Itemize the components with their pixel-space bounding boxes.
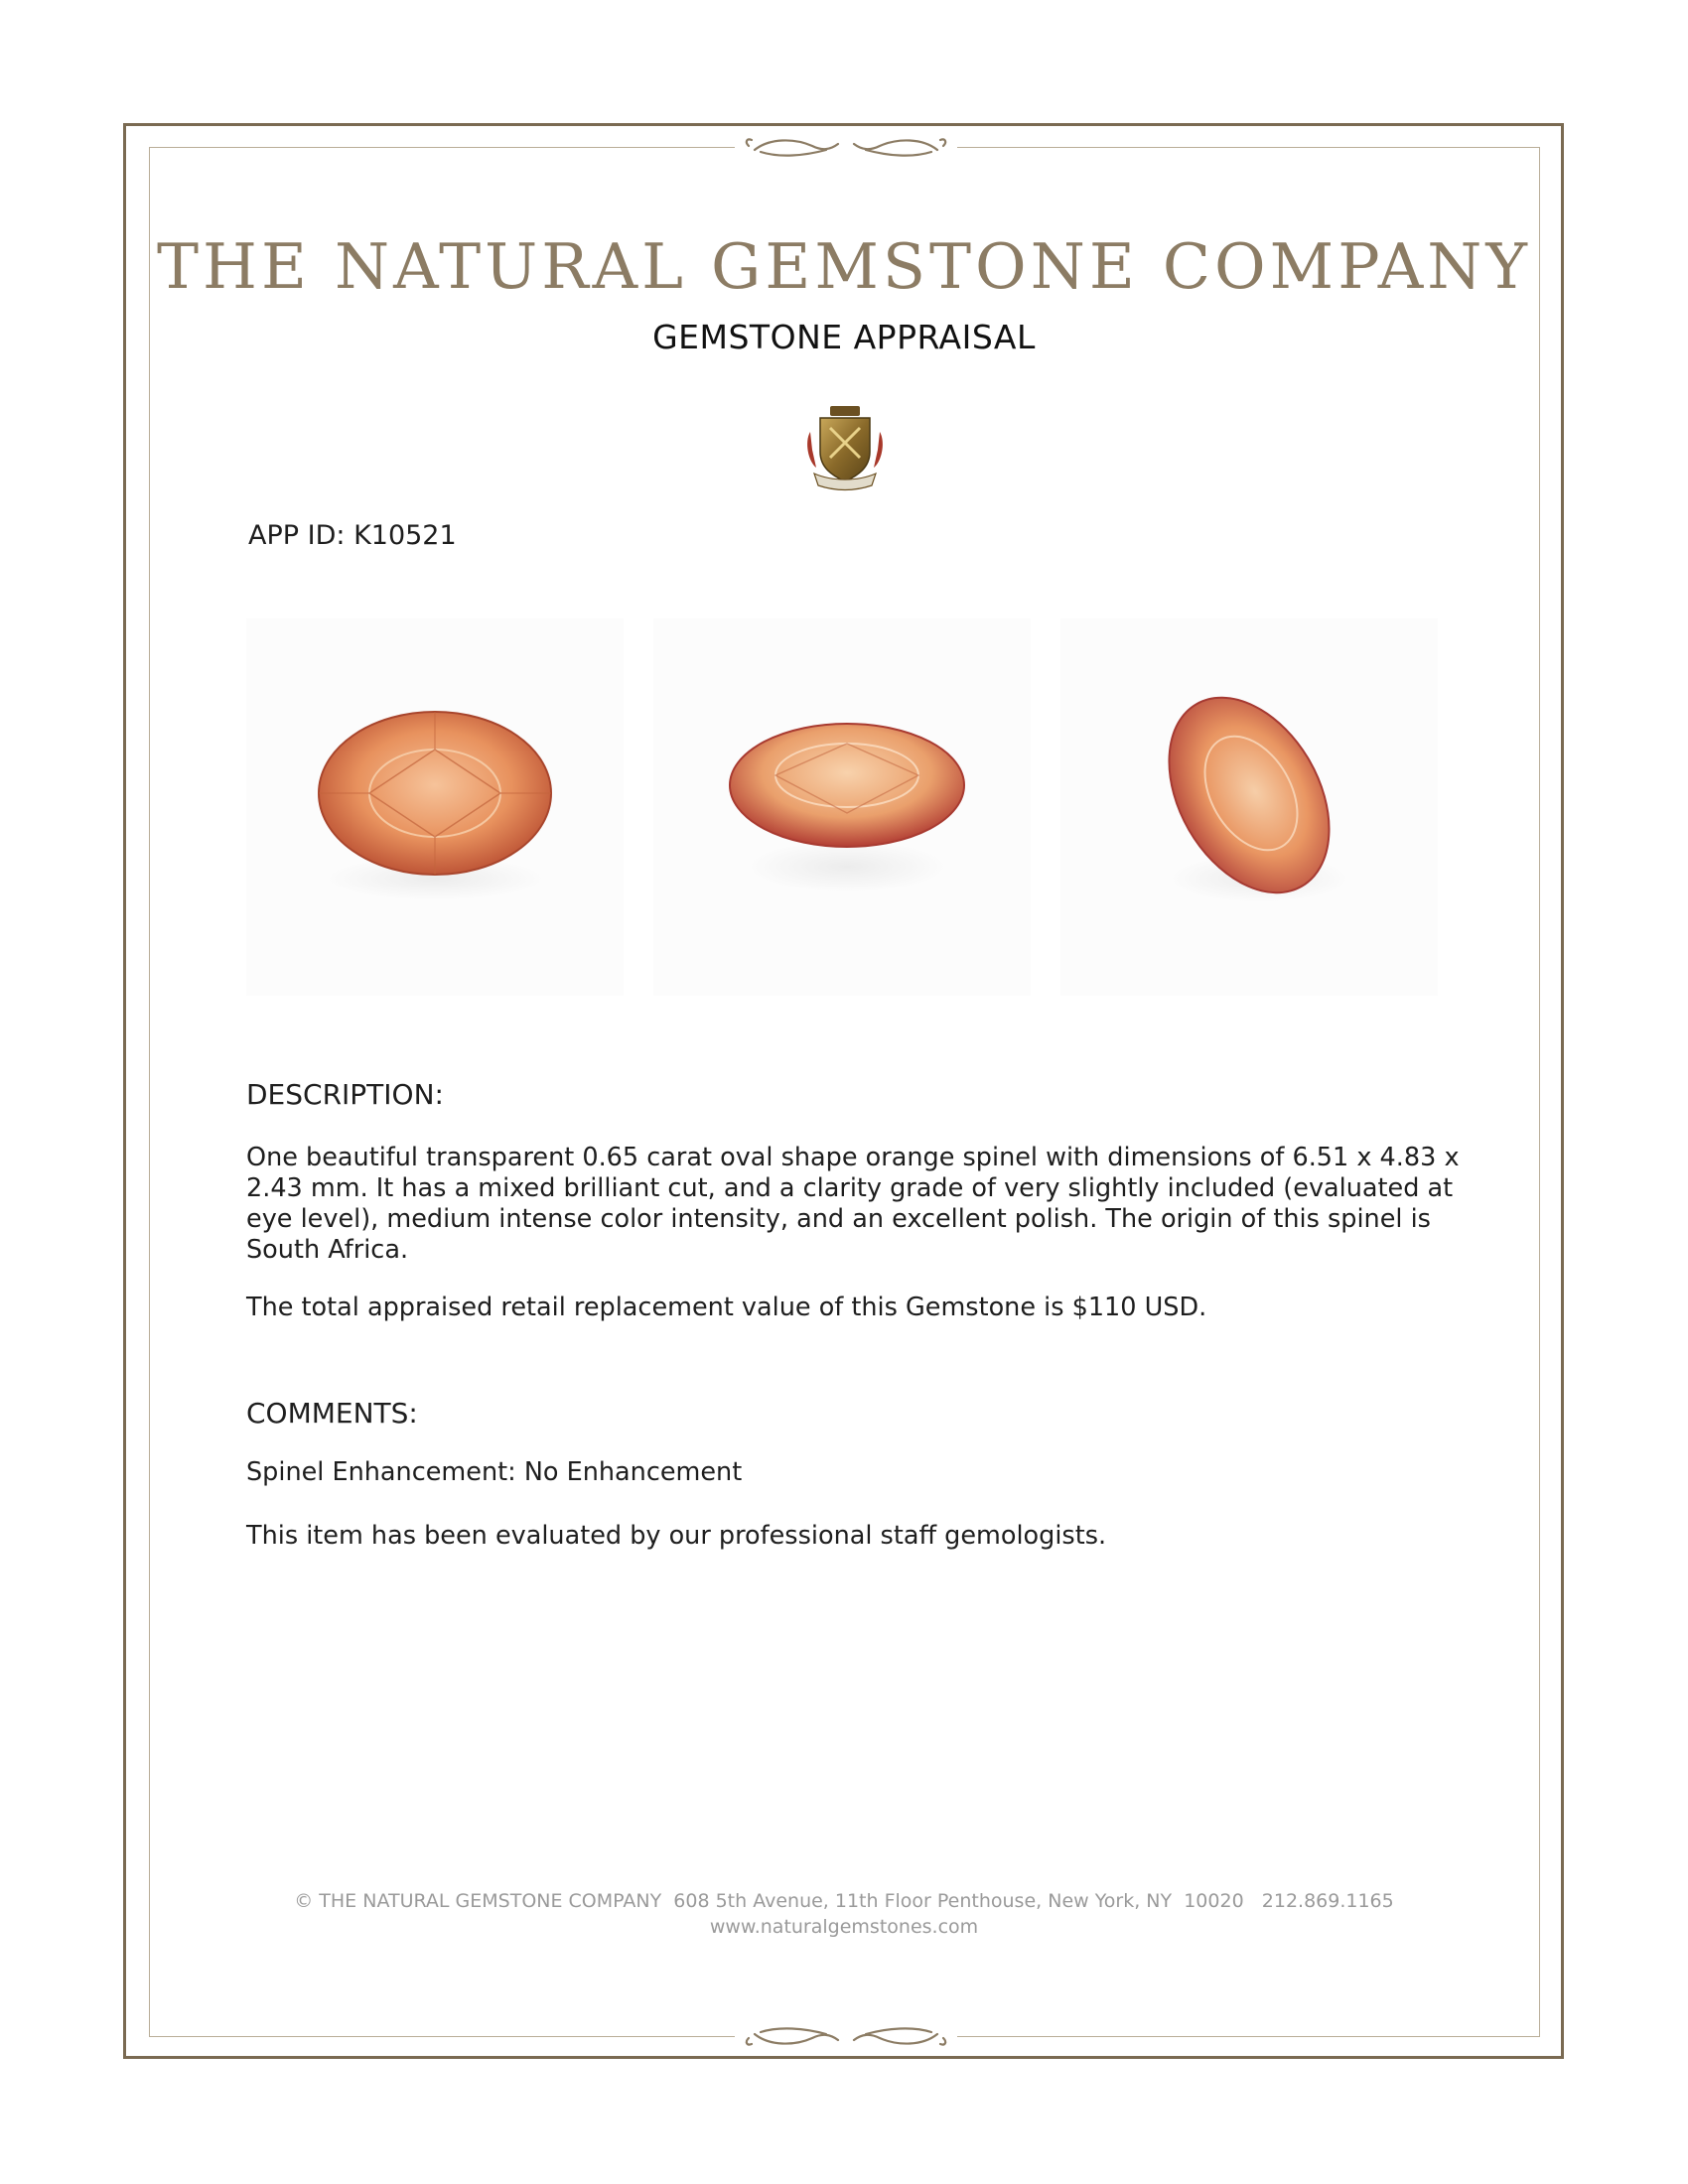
description-paragraph: One beautiful transparent 0.65 carat oval shape orange spinel with dimensions of 6.51 x 4.83 x 2.43 mm. It has a mixed brilliant cut, and a clarity grade of very slightly included (evaluated at eye level), medium intense color intensity, and an excellent polish. The origin of this spinel is South Africa. [246, 1143, 1460, 1265]
gemstone-angled-view-icon [1060, 618, 1438, 996]
app-id-value: K10521 [353, 520, 457, 551]
gemstone-top-view-icon [246, 618, 624, 996]
gemstone-side-view-icon [653, 618, 1031, 996]
gemstone-photo-top [246, 618, 624, 996]
app-id-label: APP ID: [248, 520, 346, 551]
enhancement-text: Spinel Enhancement: No Enhancement [246, 1457, 743, 1487]
gemstone-photo-side [653, 618, 1031, 996]
comments-heading: COMMENTS: [246, 1397, 418, 1430]
document-title: GEMSTONE APPRAISAL [652, 318, 1036, 356]
top-ornament-icon [735, 132, 957, 162]
company-name: THE NATURAL GEMSTONE COMPANY [156, 230, 1532, 303]
appraised-value-text: The total appraised retail replacement value of this Gemstone is $110 USD. [246, 1293, 1207, 1322]
description-heading: DESCRIPTION: [246, 1078, 444, 1111]
bottom-ornament-icon [735, 2022, 957, 2052]
footer-address: © THE NATURAL GEMSTONE COMPANY 608 5th Avenue, 11th Floor Penthouse, New York, NY 10020 212.869.1165 [294, 1890, 1394, 1912]
footer-website: www.naturalgemstones.com [709, 1916, 979, 1938]
crest-logo-icon [802, 402, 888, 493]
evaluation-text: This item has been evaluated by our professional staff gemologists. [246, 1521, 1107, 1551]
app-id [248, 520, 457, 551]
gemstone-photo-angled [1060, 618, 1438, 996]
